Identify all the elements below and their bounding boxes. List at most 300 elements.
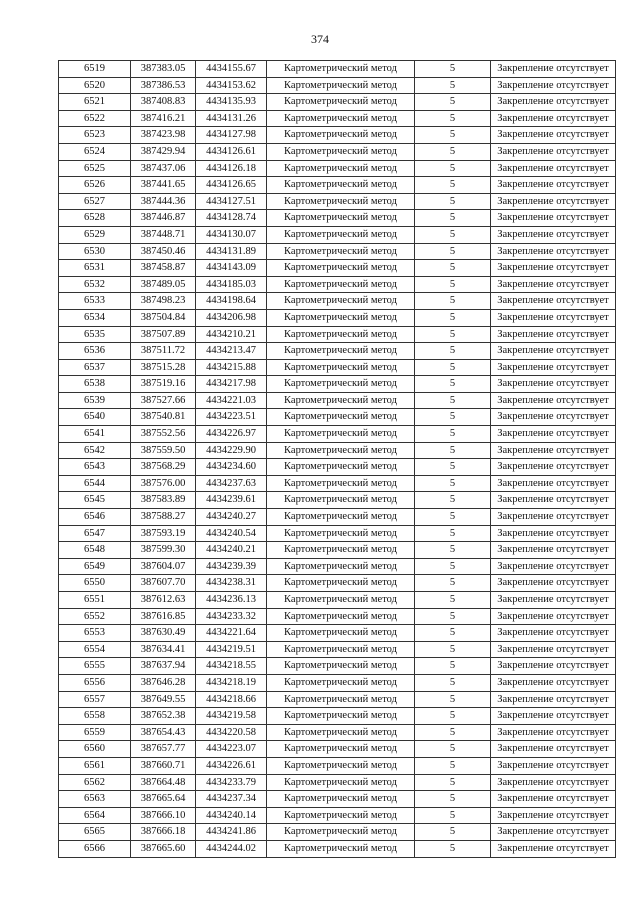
point-number-cell: 6531 (59, 260, 131, 277)
method-cell: Картометрический метод (267, 741, 415, 758)
x-coordinate-cell: 387416.21 (131, 110, 196, 127)
table-row (59, 708, 616, 725)
table-row (59, 525, 616, 542)
x-coordinate-cell: 387446.87 (131, 210, 196, 227)
method-cell: Картометрический метод (267, 774, 415, 791)
x-coordinate-cell: 387504.84 (131, 309, 196, 326)
fixing-description-cell: Закрепление отсутствует (491, 110, 616, 127)
table-row (59, 376, 616, 393)
fixing-description-cell: Закрепление отсутствует (491, 442, 616, 459)
table-row (59, 724, 616, 741)
x-coordinate-cell: 387588.27 (131, 509, 196, 526)
table-row (59, 625, 616, 642)
fixing-description-cell: Закрепление отсутствует (491, 691, 616, 708)
accuracy-cell: 5 (415, 243, 491, 260)
y-coordinate-cell: 4434234.60 (196, 459, 267, 476)
y-coordinate-cell: 4434155.67 (196, 61, 267, 78)
table-row (59, 807, 616, 824)
point-number-cell: 6546 (59, 509, 131, 526)
method-cell: Картометрический метод (267, 293, 415, 310)
table-row (59, 492, 616, 509)
point-number-cell: 6524 (59, 143, 131, 160)
accuracy-cell: 5 (415, 293, 491, 310)
accuracy-cell: 5 (415, 77, 491, 94)
point-number-cell: 6550 (59, 575, 131, 592)
accuracy-cell: 5 (415, 724, 491, 741)
fixing-description-cell: Закрепление отсутствует (491, 741, 616, 758)
method-cell: Картометрический метод (267, 343, 415, 360)
fixing-description-cell: Закрепление отсутствует (491, 143, 616, 160)
table-row (59, 791, 616, 808)
y-coordinate-cell: 4434220.58 (196, 724, 267, 741)
x-coordinate-cell: 387540.81 (131, 409, 196, 426)
fixing-description-cell: Закрепление отсутствует (491, 226, 616, 243)
y-coordinate-cell: 4434223.51 (196, 409, 267, 426)
accuracy-cell: 5 (415, 509, 491, 526)
table-row (59, 110, 616, 127)
method-cell: Картометрический метод (267, 641, 415, 658)
fixing-description-cell: Закрепление отсутствует (491, 293, 616, 310)
x-coordinate-cell: 387664.48 (131, 774, 196, 791)
accuracy-cell: 5 (415, 658, 491, 675)
method-cell: Картометрический метод (267, 575, 415, 592)
fixing-description-cell: Закрепление отсутствует (491, 641, 616, 658)
x-coordinate-cell: 387386.53 (131, 77, 196, 94)
x-coordinate-cell: 387646.28 (131, 674, 196, 691)
accuracy-cell: 5 (415, 791, 491, 808)
table-row (59, 691, 616, 708)
method-cell: Картометрический метод (267, 326, 415, 343)
table-row (59, 94, 616, 111)
accuracy-cell: 5 (415, 525, 491, 542)
accuracy-cell: 5 (415, 575, 491, 592)
x-coordinate-cell: 387552.56 (131, 426, 196, 443)
method-cell: Картометрический метод (267, 94, 415, 111)
table-row (59, 641, 616, 658)
table-row (59, 757, 616, 774)
method-cell: Картометрический метод (267, 592, 415, 609)
accuracy-cell: 5 (415, 177, 491, 194)
fixing-description-cell: Закрепление отсутствует (491, 260, 616, 277)
x-coordinate-cell: 387583.89 (131, 492, 196, 509)
fixing-description-cell: Закрепление отсутствует (491, 309, 616, 326)
point-number-cell: 6532 (59, 276, 131, 293)
accuracy-cell: 5 (415, 426, 491, 443)
x-coordinate-cell: 387383.05 (131, 61, 196, 78)
x-coordinate-cell: 387665.60 (131, 840, 196, 857)
y-coordinate-cell: 4434218.66 (196, 691, 267, 708)
y-coordinate-cell: 4434240.54 (196, 525, 267, 542)
y-coordinate-cell: 4434223.07 (196, 741, 267, 758)
method-cell: Картометрический метод (267, 807, 415, 824)
method-cell: Картометрический метод (267, 525, 415, 542)
accuracy-cell: 5 (415, 376, 491, 393)
method-cell: Картометрический метод (267, 475, 415, 492)
coordinates-table-body (59, 61, 616, 858)
table-row (59, 658, 616, 675)
fixing-description-cell: Закрепление отсутствует (491, 558, 616, 575)
fixing-description-cell: Закрепление отсутствует (491, 492, 616, 509)
table-row (59, 61, 616, 78)
table-row (59, 359, 616, 376)
fixing-description-cell: Закрепление отсутствует (491, 409, 616, 426)
x-coordinate-cell: 387660.71 (131, 757, 196, 774)
table-row (59, 475, 616, 492)
table-row (59, 459, 616, 476)
point-number-cell: 6535 (59, 326, 131, 343)
x-coordinate-cell: 387634.41 (131, 641, 196, 658)
y-coordinate-cell: 4434237.63 (196, 475, 267, 492)
table-row (59, 127, 616, 144)
fixing-description-cell: Закрепление отсутствует (491, 824, 616, 841)
point-number-cell: 6522 (59, 110, 131, 127)
fixing-description-cell: Закрепление отсутствует (491, 160, 616, 177)
fixing-description-cell: Закрепление отсутствует (491, 77, 616, 94)
x-coordinate-cell: 387511.72 (131, 343, 196, 360)
y-coordinate-cell: 4434219.51 (196, 641, 267, 658)
point-number-cell: 6520 (59, 77, 131, 94)
table-row (59, 160, 616, 177)
y-coordinate-cell: 4434153.62 (196, 77, 267, 94)
point-number-cell: 6548 (59, 542, 131, 559)
fixing-description-cell: Закрепление отсутствует (491, 674, 616, 691)
accuracy-cell: 5 (415, 260, 491, 277)
method-cell: Картометрический метод (267, 492, 415, 509)
method-cell: Картометрический метод (267, 376, 415, 393)
accuracy-cell: 5 (415, 475, 491, 492)
point-number-cell: 6549 (59, 558, 131, 575)
accuracy-cell: 5 (415, 359, 491, 376)
point-number-cell: 6554 (59, 641, 131, 658)
fixing-description-cell: Закрепление отсутствует (491, 575, 616, 592)
method-cell: Картометрический метод (267, 359, 415, 376)
accuracy-cell: 5 (415, 127, 491, 144)
table-row (59, 674, 616, 691)
method-cell: Картометрический метод (267, 558, 415, 575)
accuracy-cell: 5 (415, 608, 491, 625)
method-cell: Картометрический метод (267, 691, 415, 708)
point-number-cell: 6530 (59, 243, 131, 260)
fixing-description-cell: Закрепление отсутствует (491, 592, 616, 609)
y-coordinate-cell: 4434206.98 (196, 309, 267, 326)
fixing-description-cell: Закрепление отсутствует (491, 658, 616, 675)
method-cell: Картометрический метод (267, 177, 415, 194)
method-cell: Картометрический метод (267, 608, 415, 625)
accuracy-cell: 5 (415, 309, 491, 326)
y-coordinate-cell: 4434143.09 (196, 260, 267, 277)
y-coordinate-cell: 4434218.55 (196, 658, 267, 675)
table-row (59, 177, 616, 194)
y-coordinate-cell: 4434238.31 (196, 575, 267, 592)
fixing-description-cell: Закрепление отсутствует (491, 475, 616, 492)
x-coordinate-cell: 387665.64 (131, 791, 196, 808)
x-coordinate-cell: 387559.50 (131, 442, 196, 459)
point-number-cell: 6547 (59, 525, 131, 542)
x-coordinate-cell: 387649.55 (131, 691, 196, 708)
table-row (59, 309, 616, 326)
method-cell: Картометрический метод (267, 309, 415, 326)
x-coordinate-cell: 387444.36 (131, 193, 196, 210)
x-coordinate-cell: 387458.87 (131, 260, 196, 277)
y-coordinate-cell: 4434237.34 (196, 791, 267, 808)
x-coordinate-cell: 387654.43 (131, 724, 196, 741)
method-cell: Картометрический метод (267, 127, 415, 144)
x-coordinate-cell: 387527.66 (131, 392, 196, 409)
table-row (59, 409, 616, 426)
x-coordinate-cell: 387441.65 (131, 177, 196, 194)
method-cell: Картометрический метод (267, 757, 415, 774)
table-row (59, 193, 616, 210)
point-number-cell: 6538 (59, 376, 131, 393)
x-coordinate-cell: 387630.49 (131, 625, 196, 642)
table-row (59, 243, 616, 260)
method-cell: Картометрический метод (267, 392, 415, 409)
method-cell: Картометрический метод (267, 724, 415, 741)
accuracy-cell: 5 (415, 61, 491, 78)
point-number-cell: 6534 (59, 309, 131, 326)
point-number-cell: 6557 (59, 691, 131, 708)
accuracy-cell: 5 (415, 558, 491, 575)
accuracy-cell: 5 (415, 193, 491, 210)
y-coordinate-cell: 4434241.86 (196, 824, 267, 841)
fixing-description-cell: Закрепление отсутствует (491, 525, 616, 542)
method-cell: Картометрический метод (267, 210, 415, 227)
table-row (59, 542, 616, 559)
y-coordinate-cell: 4434240.21 (196, 542, 267, 559)
method-cell: Картометрический метод (267, 409, 415, 426)
fixing-description-cell: Закрепление отсутствует (491, 276, 616, 293)
accuracy-cell: 5 (415, 542, 491, 559)
y-coordinate-cell: 4434127.51 (196, 193, 267, 210)
y-coordinate-cell: 4434126.61 (196, 143, 267, 160)
x-coordinate-cell: 387593.19 (131, 525, 196, 542)
method-cell: Картометрический метод (267, 509, 415, 526)
point-number-cell: 6553 (59, 625, 131, 642)
y-coordinate-cell: 4434128.74 (196, 210, 267, 227)
fixing-description-cell: Закрепление отсутствует (491, 459, 616, 476)
method-cell: Картометрический метод (267, 442, 415, 459)
point-number-cell: 6528 (59, 210, 131, 227)
point-number-cell: 6525 (59, 160, 131, 177)
x-coordinate-cell: 387604.07 (131, 558, 196, 575)
y-coordinate-cell: 4434233.79 (196, 774, 267, 791)
fixing-description-cell: Закрепление отсутствует (491, 791, 616, 808)
point-number-cell: 6562 (59, 774, 131, 791)
fixing-description-cell: Закрепление отсутствует (491, 625, 616, 642)
point-number-cell: 6551 (59, 592, 131, 609)
x-coordinate-cell: 387637.94 (131, 658, 196, 675)
x-coordinate-cell: 387599.30 (131, 542, 196, 559)
point-number-cell: 6533 (59, 293, 131, 310)
method-cell: Картометрический метод (267, 658, 415, 675)
point-number-cell: 6543 (59, 459, 131, 476)
y-coordinate-cell: 4434210.21 (196, 326, 267, 343)
point-number-cell: 6552 (59, 608, 131, 625)
accuracy-cell: 5 (415, 326, 491, 343)
table-row (59, 840, 616, 857)
x-coordinate-cell: 387515.28 (131, 359, 196, 376)
fixing-description-cell: Закрепление отсутствует (491, 243, 616, 260)
point-number-cell: 6536 (59, 343, 131, 360)
table-row (59, 276, 616, 293)
y-coordinate-cell: 4434226.97 (196, 426, 267, 443)
table-row (59, 824, 616, 841)
x-coordinate-cell: 387652.38 (131, 708, 196, 725)
x-coordinate-cell: 387423.98 (131, 127, 196, 144)
point-number-cell: 6540 (59, 409, 131, 426)
y-coordinate-cell: 4434221.64 (196, 625, 267, 642)
accuracy-cell: 5 (415, 226, 491, 243)
fixing-description-cell: Закрепление отсутствует (491, 757, 616, 774)
page-number: 374 (311, 32, 329, 46)
x-coordinate-cell: 387666.18 (131, 824, 196, 841)
point-number-cell: 6542 (59, 442, 131, 459)
accuracy-cell: 5 (415, 824, 491, 841)
point-number-cell: 6521 (59, 94, 131, 111)
table-row (59, 210, 616, 227)
fixing-description-cell: Закрепление отсутствует (491, 343, 616, 360)
point-number-cell: 6558 (59, 708, 131, 725)
y-coordinate-cell: 4434130.07 (196, 226, 267, 243)
method-cell: Картометрический метод (267, 625, 415, 642)
y-coordinate-cell: 4434219.58 (196, 708, 267, 725)
table-row (59, 293, 616, 310)
point-number-cell: 6560 (59, 741, 131, 758)
method-cell: Картометрический метод (267, 840, 415, 857)
method-cell: Картометрический метод (267, 674, 415, 691)
method-cell: Картометрический метод (267, 193, 415, 210)
method-cell: Картометрический метод (267, 260, 415, 277)
fixing-description-cell: Закрепление отсутствует (491, 326, 616, 343)
accuracy-cell: 5 (415, 459, 491, 476)
table-row (59, 575, 616, 592)
point-number-cell: 6563 (59, 791, 131, 808)
point-number-cell: 6523 (59, 127, 131, 144)
table-row (59, 592, 616, 609)
x-coordinate-cell: 387607.70 (131, 575, 196, 592)
point-number-cell: 6564 (59, 807, 131, 824)
accuracy-cell: 5 (415, 343, 491, 360)
fixing-description-cell: Закрепление отсутствует (491, 608, 616, 625)
point-number-cell: 6566 (59, 840, 131, 857)
point-number-cell: 6541 (59, 426, 131, 443)
y-coordinate-cell: 4434239.39 (196, 558, 267, 575)
accuracy-cell: 5 (415, 674, 491, 691)
y-coordinate-cell: 4434240.27 (196, 509, 267, 526)
table-row (59, 558, 616, 575)
fixing-description-cell: Закрепление отсутствует (491, 359, 616, 376)
method-cell: Картометрический метод (267, 110, 415, 127)
table-row (59, 326, 616, 343)
accuracy-cell: 5 (415, 94, 491, 111)
table-row (59, 774, 616, 791)
fixing-description-cell: Закрепление отсутствует (491, 193, 616, 210)
y-coordinate-cell: 4434244.02 (196, 840, 267, 857)
table-row (59, 509, 616, 526)
y-coordinate-cell: 4434213.47 (196, 343, 267, 360)
table-row (59, 608, 616, 625)
x-coordinate-cell: 387519.16 (131, 376, 196, 393)
method-cell: Картометрический метод (267, 143, 415, 160)
fixing-description-cell: Закрепление отсутствует (491, 94, 616, 111)
accuracy-cell: 5 (415, 160, 491, 177)
fixing-description-cell: Закрепление отсутствует (491, 724, 616, 741)
accuracy-cell: 5 (415, 691, 491, 708)
x-coordinate-cell: 387616.85 (131, 608, 196, 625)
x-coordinate-cell: 387498.23 (131, 293, 196, 310)
point-number-cell: 6565 (59, 824, 131, 841)
accuracy-cell: 5 (415, 110, 491, 127)
method-cell: Картометрический метод (267, 459, 415, 476)
x-coordinate-cell: 387437.06 (131, 160, 196, 177)
table-row (59, 143, 616, 160)
x-coordinate-cell: 387408.83 (131, 94, 196, 111)
method-cell: Картометрический метод (267, 77, 415, 94)
method-cell: Картометрический метод (267, 160, 415, 177)
accuracy-cell: 5 (415, 392, 491, 409)
x-coordinate-cell: 387448.71 (131, 226, 196, 243)
y-coordinate-cell: 4434229.90 (196, 442, 267, 459)
point-number-cell: 6519 (59, 61, 131, 78)
y-coordinate-cell: 4434127.98 (196, 127, 267, 144)
point-number-cell: 6561 (59, 757, 131, 774)
x-coordinate-cell: 387450.46 (131, 243, 196, 260)
x-coordinate-cell: 387507.89 (131, 326, 196, 343)
point-number-cell: 6545 (59, 492, 131, 509)
fixing-description-cell: Закрепление отсутствует (491, 392, 616, 409)
accuracy-cell: 5 (415, 143, 491, 160)
fixing-description-cell: Закрепление отсутствует (491, 426, 616, 443)
y-coordinate-cell: 4434217.98 (196, 376, 267, 393)
accuracy-cell: 5 (415, 840, 491, 857)
point-number-cell: 6544 (59, 475, 131, 492)
y-coordinate-cell: 4434226.61 (196, 757, 267, 774)
point-number-cell: 6555 (59, 658, 131, 675)
accuracy-cell: 5 (415, 741, 491, 758)
point-number-cell: 6559 (59, 724, 131, 741)
y-coordinate-cell: 4434131.89 (196, 243, 267, 260)
accuracy-cell: 5 (415, 409, 491, 426)
accuracy-cell: 5 (415, 774, 491, 791)
method-cell: Картометрический метод (267, 791, 415, 808)
y-coordinate-cell: 4434185.03 (196, 276, 267, 293)
accuracy-cell: 5 (415, 276, 491, 293)
x-coordinate-cell: 387489.05 (131, 276, 196, 293)
accuracy-cell: 5 (415, 641, 491, 658)
accuracy-cell: 5 (415, 442, 491, 459)
fixing-description-cell: Закрепление отсутствует (491, 509, 616, 526)
x-coordinate-cell: 387657.77 (131, 741, 196, 758)
accuracy-cell: 5 (415, 492, 491, 509)
method-cell: Картометрический метод (267, 708, 415, 725)
y-coordinate-cell: 4434131.26 (196, 110, 267, 127)
point-number-cell: 6527 (59, 193, 131, 210)
y-coordinate-cell: 4434221.03 (196, 392, 267, 409)
table-row (59, 260, 616, 277)
accuracy-cell: 5 (415, 708, 491, 725)
point-number-cell: 6529 (59, 226, 131, 243)
accuracy-cell: 5 (415, 592, 491, 609)
fixing-description-cell: Закрепление отсутствует (491, 807, 616, 824)
accuracy-cell: 5 (415, 757, 491, 774)
x-coordinate-cell: 387612.63 (131, 592, 196, 609)
accuracy-cell: 5 (415, 807, 491, 824)
method-cell: Картометрический метод (267, 426, 415, 443)
y-coordinate-cell: 4434135.93 (196, 94, 267, 111)
x-coordinate-cell: 387576.00 (131, 475, 196, 492)
accuracy-cell: 5 (415, 625, 491, 642)
point-number-cell: 6556 (59, 674, 131, 691)
